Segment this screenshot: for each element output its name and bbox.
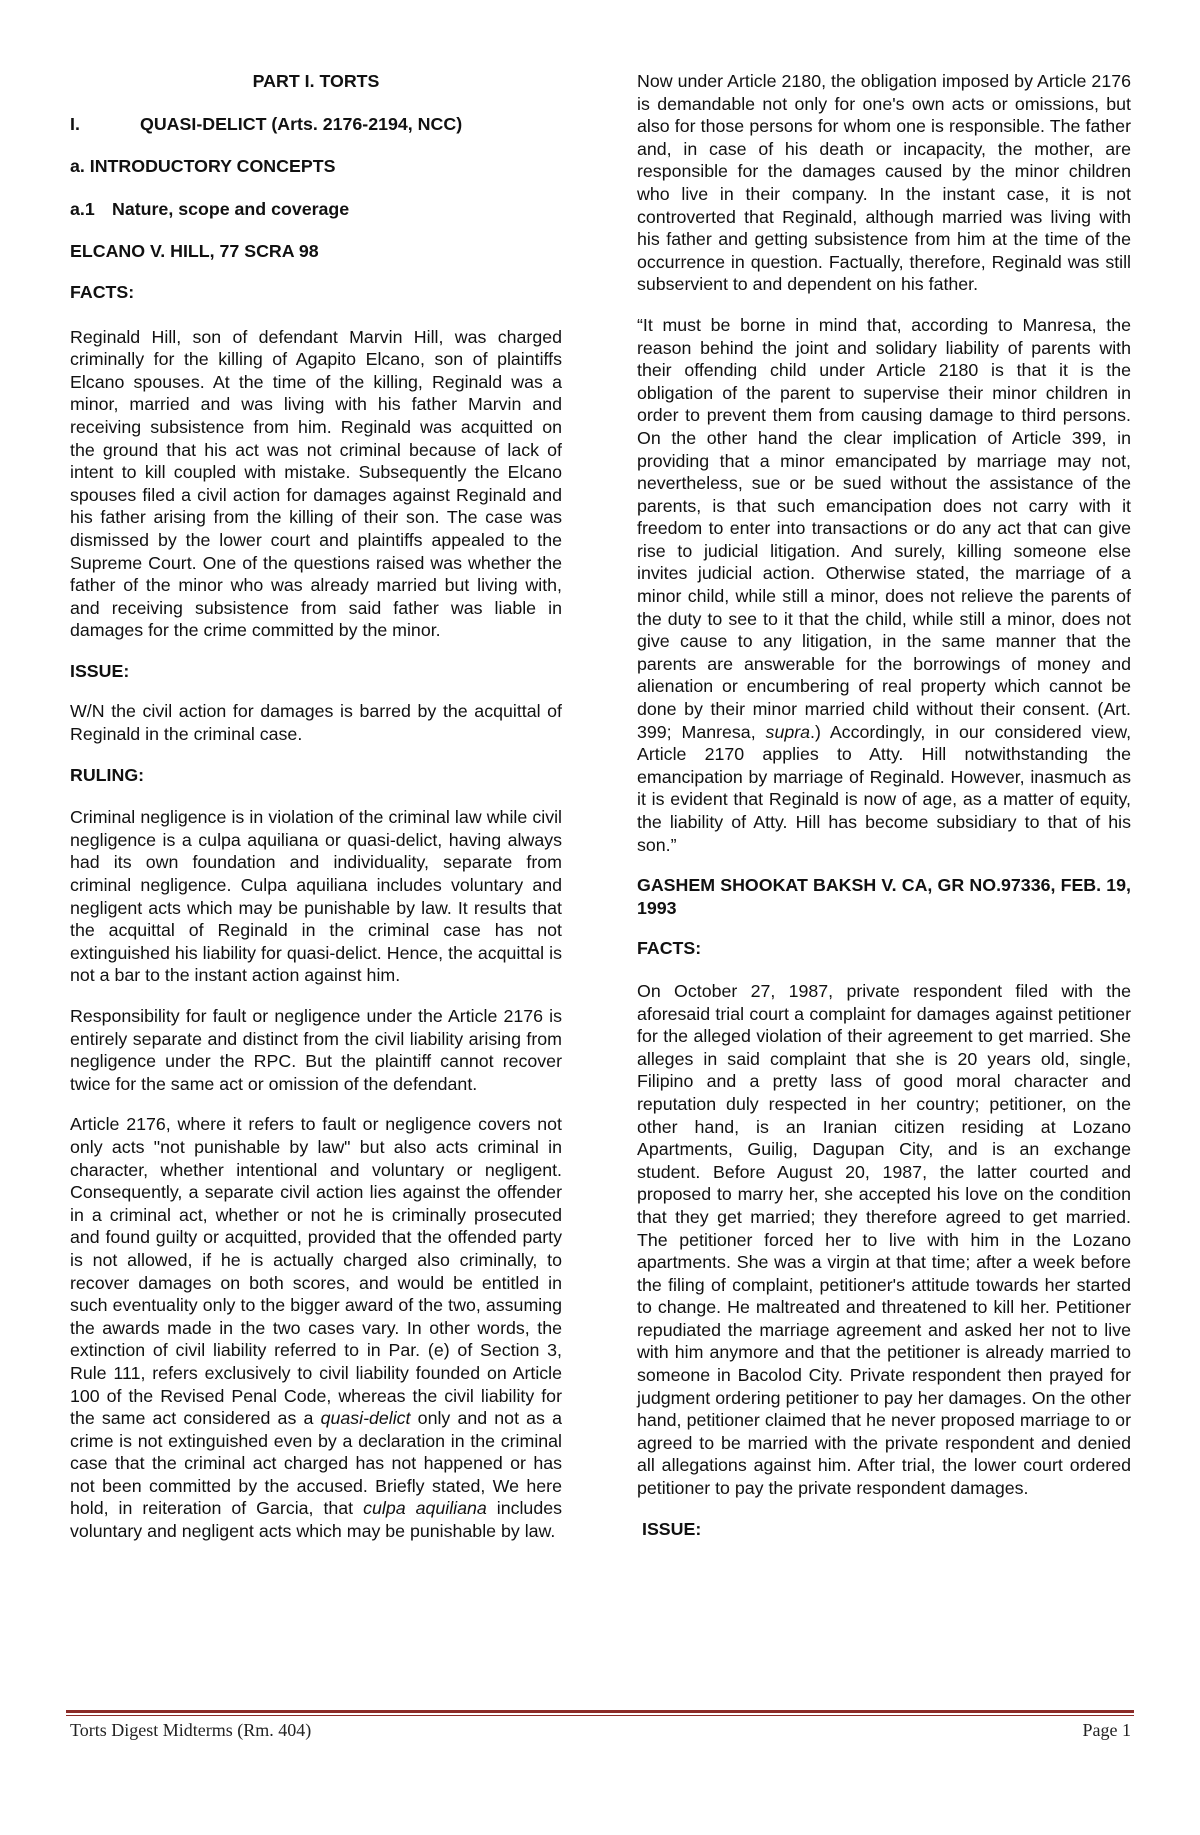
article-2180-paragraph: Now under Article 2180, the obligation imposed by Article 2176 is demandable not only for one's own acts or omissions, but also for those persons for whom one is responsible. The father and, in case of his death or incapacity, the mother, are responsible for the damages caused by the minor children who live in their company. In the instant case, it is not controverted that Reginald, although married was living with his father and getting subsistence from him at the time of the occurrence in question. Factually, therefore, Reginald was still subservient to and dependent on his father.	[637, 71, 1131, 295]
footer-document-title: Torts Digest Midterms (Rm. 404)	[70, 1720, 312, 1740]
subsection-a1	[70, 198, 562, 221]
issue-paragraph: W/N the civil action for damages is barred by the acquittal of Reginald in the criminal case.	[70, 701, 562, 745]
section-title: QUASI-DELICT (Arts. 2176-2194, NCC)	[140, 113, 463, 134]
ruling-3-part-a: Article 2176, where it refers to fault or negligence covers not only acts "not punishable by law" but also acts criminal in character, whether intentional and voluntary or negligent. Consequently, a separate civil action lies against the offender in a criminal act, whether or not he is criminally prosecuted and found guilty or acquitted, provided that the offended party is not allowed, if he is actually charged also criminally, to recover damages on both scores, and would be entitled in such eventuality only to the bigger award of the two, assuming the awards made in the two cases vary. In other words, the extinction of civil liability referred to in Par. (e) of Section 3, Rule 111, refers exclusively to civil liability founded on Article 100 of the Revised Penal Code, whereas the civil liability for the same act considered as a	[70, 1114, 562, 1429]
subsection-heading: a. INTRODUCTORY CONCEPTS	[70, 156, 336, 177]
case-title: ELCANO V. HILL, 77 SCRA 98	[70, 241, 319, 262]
section-number: I.	[70, 113, 80, 134]
case-title-baksh: GASHEM SHOOKAT BAKSH V. CA, GR NO.97336, FEB. 19, 1993	[637, 875, 1131, 918]
quote-part-b: .) Accordingly, in our considered view, Article 2170 applies to Atty. Hill notwithstanding the emancipation by marriage of Reginald. However, inasmuch as it is evident that Reginald is now of age, as a matter of equity, the liability of Atty. Hill has become subsidiary to that of his son.”	[637, 721, 1132, 855]
facts-heading-baksh: FACTS:	[637, 938, 702, 959]
section-heading	[70, 113, 562, 136]
facts-paragraph: Reginald Hill, son of defendant Marvin Hill, was charged criminally for the killing of Agapito Elcano, son of plaintiffs Elcano spouses. At the time of the killing, Reginald was a minor, married and was living with his father Marvin and receiving subsistence from him. Reginald was acquitted on the ground that his act was not criminal because of lack of intent to kill coupled with mistake. Subsequently the Elcano spouses filed a civil action for damages against Reginald and his father arising from the killing of their son. The case was dismissed by the lower court and plaintiffs appealed to the Supreme Court. One of the questions raised was whether the father of the minor who was already married but living with, and receiving subsistence from said father was liable in damages for the crime committed by the minor.	[70, 326, 562, 641]
sub-number: a.1	[70, 198, 95, 219]
footer-rule-thin	[66, 1715, 1134, 1716]
ruling-heading: RULING:	[70, 764, 145, 785]
left-column	[70, 70, 562, 1543]
quote-part-a: “It must be borne in mind that, according to Manresa, the reason behind the joint and solidary liability of parents with their offending child under Article 2180 is that it is the obligation of the parent to supervise their minor children in order to prevent them from causing damage to third persons. On the other hand the clear implication of Article 399, in providing that a minor emancipated by marriage may not, nevertheless, sue or be sued without the assistance of the parents, is that such emancipation does not carry with it freedom to enter into transactions or do any act that can give rise to judicial litigation. And surely, killing someone else invites judicial action. Otherwise stated, the marriage of a minor child, while still a minor, does not relieve the parents of the duty to see to it that the child, while still a minor, does not give cause to any litigation, in the same manner that the parents are answerable for the borrowings of money and alienation or encumbering of real property which cannot be done by their minor married child without their consent. (Art. 399; Manresa,	[637, 314, 1131, 742]
quote-italic-supra: supra	[765, 721, 811, 742]
right-column	[637, 70, 1131, 1540]
footer-rule-thick	[66, 1710, 1134, 1713]
facts-paragraph-baksh: On October 27, 1987, private respondent filed with the aforesaid trial court a complaint for damages against petitioner for the alleged violation of their agreement to get married. She alleges in said complaint that she is 20 years old, single, Filipino and a pretty lass of good moral character and reputation duly respected in her country; petitioner, on the other hand, is an Iranian citizen residing at Lozano Apartments, Guilig, Dagupan City, and is an exchange student. Before August 20, 1987, the latter courted and proposed to marry her, she accepted his love on the condition that they get married; they therefore agreed to get married. The petitioner forced her to live with him in the Lozano apartments. She was a virgin at that time; after a week before the filing of complaint, petitioner's attitude towards her started to change. He maltreated and threatened to kill her. Petitioner repudiated the marriage agreement and asked her not to live with him anymore and that the petitioner is already married to someone in Bacolod City. Private respondent then prayed for judgment ordering petitioner to pay her damages. On the other hand, petitioner claimed that he never proposed marriage to or agreed to be married with the private respondent and denied all allegations against him. After trial, the lower court ordered petitioner to pay the private respondent damages.	[637, 980, 1131, 1499]
ruling-3-part-c: includes voluntary and negligent acts which may be punishable by law.	[70, 1498, 562, 1542]
ruling-3-italic-quasi-delict: quasi-delict	[320, 1408, 411, 1429]
issue-heading-baksh: ISSUE:	[642, 1518, 702, 1539]
ruling-paragraph-3	[70, 1113, 562, 1542]
ruling-paragraph-1: Criminal negligence is in violation of the criminal law while civil negligence is a culpa aquiliana or quasi-delict, having always had its own foundation and individuality, separate from criminal negligence. Culpa aquiliana includes voluntary and negligent acts which may be punishable by law. It results that the acquittal of Reginald in the criminal case has not extinguished his liability for quasi-delict. Hence, the acquittal is not a bar to the instant action against him.	[70, 807, 562, 986]
ruling-paragraph-2: Responsibility for fault or negligence under the Article 2176 is entirely separate and distinct from the civil liability arising from negligence under the RPC. But the plaintiff cannot recover twice for the same act or omission of the defendant.	[70, 1006, 562, 1094]
ruling-3-italic-culpa-aquiliana: culpa aquiliana	[363, 1498, 487, 1519]
footer-page-number: Page 1	[1082, 1720, 1131, 1740]
sub-title: Nature, scope and coverage	[112, 198, 350, 219]
ruling-3-part-b: only and not as a crime is not extinguished even by a declaration in the criminal case that the criminal act charged has not happened or has not been committed by the accused. Briefly stated, We here hold, in reiteration of Garcia, that	[70, 1408, 563, 1519]
issue-heading: ISSUE:	[70, 660, 130, 681]
manresa-quote-paragraph	[637, 314, 1131, 856]
facts-heading: FACTS:	[70, 281, 135, 302]
part-title: PART I. TORTS	[252, 71, 380, 91]
